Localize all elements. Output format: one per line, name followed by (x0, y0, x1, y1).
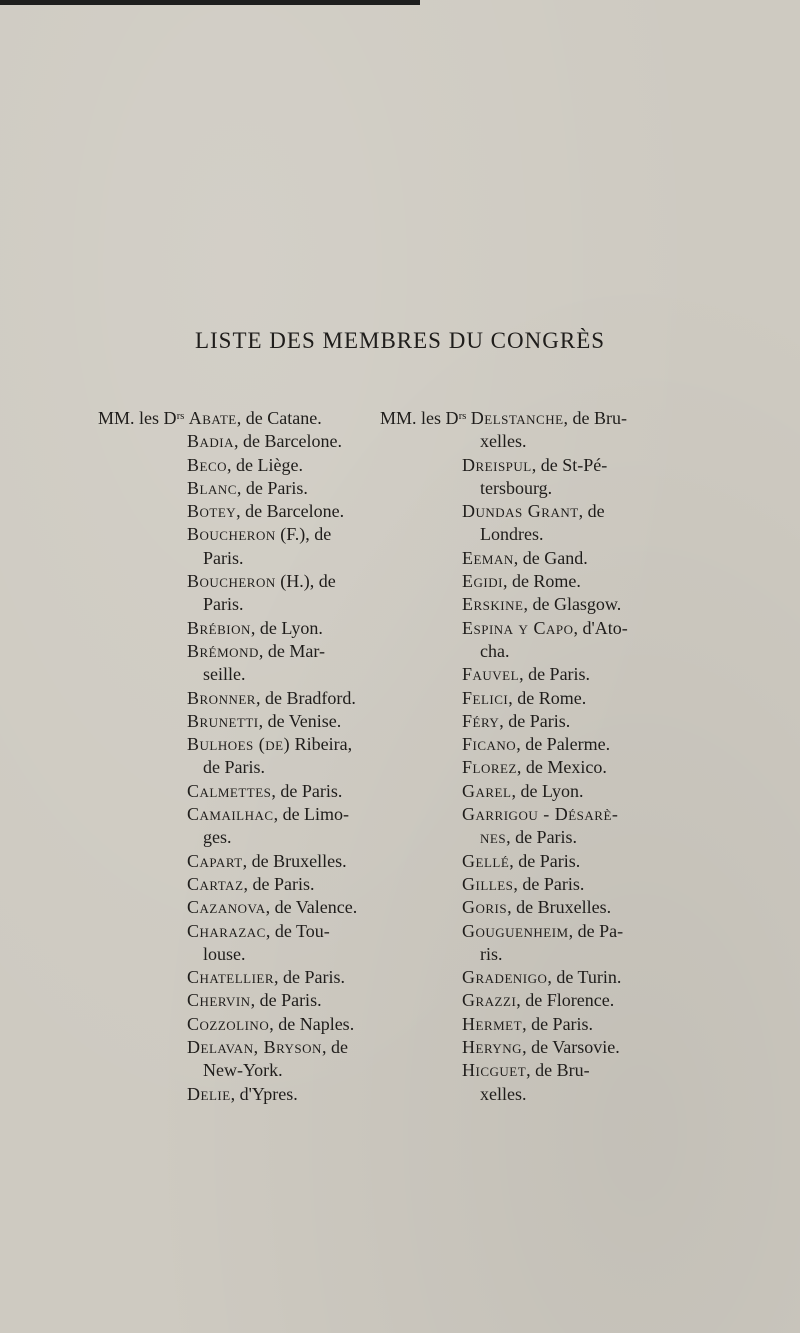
member-location: New-York. (203, 1060, 283, 1081)
member-location: , de Liège. (227, 454, 303, 475)
member-location: , de (578, 501, 605, 522)
page-top-edge (0, 0, 420, 5)
member-location: , de Rome. (502, 571, 581, 592)
member-location: , de Paris. (250, 990, 322, 1011)
member-name: Delavan, Bryson (187, 1037, 322, 1058)
member-entry-line (98, 896, 398, 919)
member-entry-line (380, 617, 680, 640)
member-location: de Paris. (203, 757, 265, 778)
member-name: Gellé (462, 850, 510, 871)
member-entry-line (380, 1036, 680, 1059)
member-name: Garel (462, 780, 512, 801)
member-entry-line (98, 780, 398, 803)
member-location: ges. (203, 827, 232, 848)
member-entry-line (98, 1036, 398, 1059)
member-name: Fauvel (462, 664, 520, 685)
member-list-left-column (98, 407, 398, 1106)
member-entry-line (380, 710, 680, 733)
member-name: Camailhac (187, 804, 274, 825)
member-location: , de Naples. (269, 1013, 355, 1034)
member-location: , de Bru- (563, 408, 628, 428)
member-location: , de Catane. (236, 408, 322, 428)
member-name: Bulhoes (de) (187, 734, 291, 755)
member-entry-line (380, 850, 680, 873)
member-entry-line (380, 873, 680, 896)
member-name: Chatellier (187, 967, 275, 988)
member-name: Charazac (187, 920, 266, 941)
member-entry-line (98, 826, 398, 849)
member-name: Capart (187, 850, 243, 871)
member-name: Gouguenheim (462, 920, 569, 941)
member-entry-line (380, 943, 680, 966)
member-name: Goris (462, 897, 508, 918)
member-entry-line (380, 407, 680, 430)
member-name: Brunetti (187, 710, 259, 731)
member-location: , de Barcelone. (236, 501, 345, 522)
member-name: Cartaz (187, 873, 244, 894)
member-entry-line (380, 593, 680, 616)
member-name: Bronner (187, 687, 256, 708)
member-entry-line (380, 500, 680, 523)
member-entry-line (380, 477, 680, 500)
member-name: Dreispul (462, 454, 532, 475)
member-name: Boucheron (187, 571, 276, 592)
member-entry-line (98, 943, 398, 966)
member-entry-line (98, 477, 398, 500)
member-location: , de Paris. (506, 827, 578, 848)
member-location: , de Paris. (274, 967, 346, 988)
member-entry-line (98, 430, 398, 453)
member-location: , de Bruxelles. (507, 897, 612, 918)
member-entry-line (98, 733, 398, 756)
member-location: (H.), de (275, 571, 336, 592)
member-location: , de Lyon. (511, 780, 584, 801)
member-name: Calmettes (187, 780, 272, 801)
member-name: Espina y Capo (462, 617, 574, 638)
member-name: Delstanche (470, 408, 564, 428)
member-entry-line (380, 687, 680, 710)
member-name: nes (480, 827, 507, 848)
member-entry-line (380, 640, 680, 663)
member-entry-line (380, 454, 680, 477)
member-entry-line (98, 640, 398, 663)
member-name: Abate (188, 408, 237, 428)
member-name: Gradenigo (462, 967, 548, 988)
member-location: , de Pa- (568, 920, 624, 941)
member-location: , de Rome. (508, 687, 587, 708)
member-location: , de Paris. (509, 850, 581, 871)
member-name: Cazanova (187, 897, 266, 918)
member-name: Egidi (462, 571, 503, 592)
member-name: Dundas Grant (462, 501, 579, 522)
member-location: , de Paris. (522, 1013, 594, 1034)
member-location: , d'Ypres. (230, 1083, 298, 1104)
member-location: , de Paris. (236, 477, 308, 498)
member-location: , de Turin. (547, 967, 622, 988)
member-name: Delie (187, 1083, 231, 1104)
entry-prefix: MM. les Dʳˢ (98, 408, 189, 428)
member-entry-line (98, 966, 398, 989)
member-entry-line (98, 570, 398, 593)
member-location: louse. (203, 943, 246, 964)
member-location: ris. (480, 943, 503, 964)
member-entry-line (380, 920, 680, 943)
member-entry-line (98, 687, 398, 710)
member-entry-line (98, 873, 398, 896)
member-name: Ficano (462, 734, 517, 755)
member-entry-line (380, 1059, 680, 1082)
member-location: Paris. (203, 547, 244, 568)
member-name: Badia (187, 431, 234, 452)
member-location: , de Bru- (526, 1060, 590, 1081)
member-entry-line (380, 756, 680, 779)
member-location: , de Valence. (265, 897, 358, 918)
member-entry-line (380, 896, 680, 919)
member-name: Féry (462, 710, 500, 731)
member-location: , de Varsovie. (522, 1037, 620, 1058)
member-entry-line (98, 593, 398, 616)
member-name: Chervin (187, 990, 251, 1011)
member-entry-line (98, 710, 398, 733)
member-entry-line (380, 663, 680, 686)
member-location: seille. (203, 664, 246, 685)
member-name: Florez (462, 757, 517, 778)
member-location: , de (321, 1037, 348, 1058)
member-entry-line (98, 617, 398, 640)
member-name: Brémond (187, 640, 259, 661)
member-location: , de Venise. (258, 710, 342, 731)
member-entry-line (380, 780, 680, 803)
member-entry-line (98, 663, 398, 686)
member-location: tersbourg. (480, 477, 553, 498)
member-name: Eeman (462, 547, 514, 568)
member-entry-line (380, 966, 680, 989)
member-entry-line (98, 756, 398, 779)
member-location: , de Paris. (513, 873, 585, 894)
member-entry-line (380, 430, 680, 453)
member-name: Felici (462, 687, 509, 708)
member-entry-line (380, 570, 680, 593)
member-location: Paris. (203, 594, 244, 615)
member-name: Garrigou - Désarè- (462, 804, 619, 825)
member-location: , de Florence. (516, 990, 615, 1011)
member-location: xelles. (480, 431, 527, 452)
member-entry-line (98, 500, 398, 523)
member-location: , de Paris. (499, 710, 571, 731)
member-location: , de Paris. (519, 664, 591, 685)
member-location: , de Paris. (243, 873, 315, 894)
member-location: , de Barcelone. (234, 431, 342, 452)
member-name: Cozzolino (187, 1013, 270, 1034)
member-name: Erskine (462, 594, 524, 615)
member-entry-line (98, 920, 398, 943)
member-location: , de Gand. (513, 547, 588, 568)
member-entry-line (380, 523, 680, 546)
member-entry-line (98, 803, 398, 826)
member-name: Beco (187, 454, 228, 475)
member-entry-line (380, 547, 680, 570)
member-entry-line (380, 989, 680, 1012)
member-entry-line (98, 407, 398, 430)
member-location: cha. (480, 640, 510, 661)
entry-prefix: MM. les Dʳˢ (380, 408, 471, 428)
member-location: , de St-Pé- (531, 454, 608, 475)
member-entry-line (98, 454, 398, 477)
member-name: Brébion (187, 617, 251, 638)
member-entry-line (98, 547, 398, 570)
member-name: Grazzi (462, 990, 517, 1011)
member-location: , de Mar- (258, 640, 325, 661)
member-name: Gilles (462, 873, 514, 894)
member-entry-line (380, 733, 680, 756)
member-location: , de Bradford. (255, 687, 356, 708)
member-entry-line (98, 1059, 398, 1082)
member-entry-line (98, 989, 398, 1012)
member-name: Botey (187, 501, 237, 522)
member-list-right-column (380, 407, 680, 1106)
member-location: , d'Ato- (573, 617, 628, 638)
member-location: Londres. (480, 524, 544, 545)
member-name: Hermet (462, 1013, 523, 1034)
member-entry-line (98, 850, 398, 873)
member-location: , de Bruxelles. (242, 850, 347, 871)
member-location: , de Mexico. (516, 757, 607, 778)
member-entry-line (380, 1013, 680, 1036)
member-name: Heryng (462, 1037, 523, 1058)
member-entry-line (380, 1083, 680, 1106)
member-name: Blanc (187, 477, 237, 498)
member-name: Boucheron (187, 524, 276, 545)
member-location: , de Palerme. (516, 734, 611, 755)
member-entry-line (380, 826, 680, 849)
member-name: Hicguet (462, 1060, 527, 1081)
member-location: , de Lyon. (250, 617, 323, 638)
member-location: xelles. (480, 1083, 527, 1104)
member-location: , de Limo- (273, 804, 350, 825)
member-location: Ribeira, (290, 734, 353, 755)
member-location: , de Paris. (271, 780, 343, 801)
member-entry-line (98, 1083, 398, 1106)
member-location: (F.), de (275, 524, 332, 545)
member-location: , de Glasgow. (523, 594, 622, 615)
member-entry-line (98, 523, 398, 546)
member-entry-line (380, 803, 680, 826)
page-title: LISTE DES MEMBRES DU CONGRÈS (194, 328, 606, 353)
member-entry-line (98, 1013, 398, 1036)
member-location: , de Tou- (265, 920, 330, 941)
